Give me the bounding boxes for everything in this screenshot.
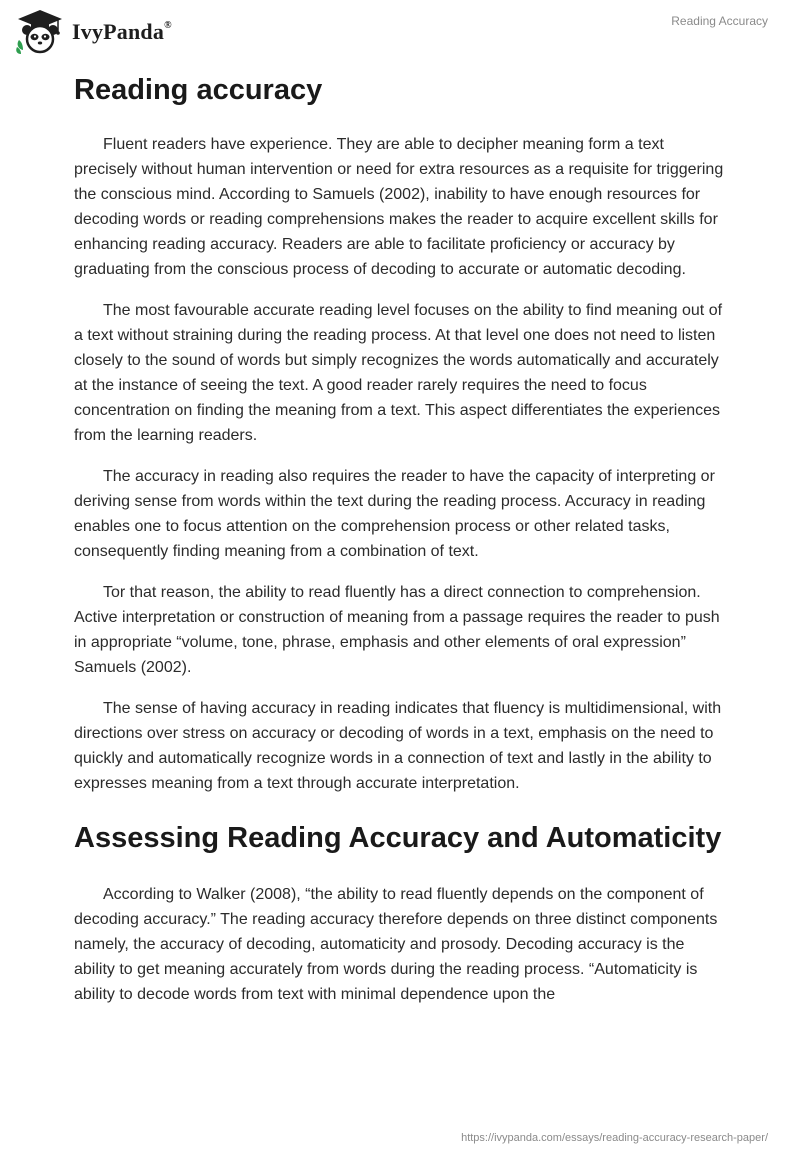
paragraph: Tor that reason, the ability to read fluently has a direct connection to comprehension. Active interpretation or construction of meaning from a passage requires the reader to push in appropriate “volume, tone, phrase, emphasis and other elements of oral expression” Samuels (2002). xyxy=(74,584,720,676)
source-url[interactable]: https://ivypanda.com/essays/reading-accuracy-research-paper/ xyxy=(461,1132,768,1144)
section-heading-assessing: Assessing Reading Accuracy and Automaticity xyxy=(74,822,722,854)
logo-wordmark: IvyPanda® xyxy=(72,19,172,44)
paragraph: The accuracy in reading also requires the reader to have the capacity of interpreting or deriving sense from words within the text during the reading process. Accuracy in reading enables one to focus attention on the comprehension process or other related tasks, consequently finding meaning from a combination of text. xyxy=(74,468,715,560)
panda-graduate-icon xyxy=(14,6,66,58)
document-title: Reading Accuracy xyxy=(671,14,768,28)
ivypanda-logo[interactable] xyxy=(14,6,172,58)
paragraph: Fluent readers have experience. They are able to decipher meaning form a text precisely without human intervention or need for extra resources as a requisite for triggering the conscious mind. According to Samuels (2002), inability to have enough resources for decoding words or reading comprehensions makes the reader to acquire excellent skills for enhancing reading accuracy. Readers are able to facilitate proficiency or accuracy by graduating from the conscious process of decoding to accurate or automatic decoding. xyxy=(74,136,724,278)
paragraph: The most favourable accurate reading level focuses on the ability to find meaning out of a text without straining during the reading process. At that level one does not need to listen closely to the sound of words but simply recognizes the words automatically and accurately at the instance of seeing the text. A good reader rarely requires the need to focus concentration on finding the meaning from a text. This aspect differentiates the experiences from the learning readers. xyxy=(74,302,723,444)
paragraph: The sense of having accuracy in reading indicates that fluency is multidimensional, with directions over stress on accuracy or decoding of words in a text, emphasis on the need to quickly and automatically recognize words in a connection of text and lastly in the ability to expresses meaning from a text through accurate interpretation. xyxy=(74,700,722,792)
paragraph: According to Walker (2008), “the ability to read fluently depends on the component of decoding accuracy.” The reading accuracy therefore depends on three distinct components namely, the accuracy of decoding, automaticity and prosody. Decoding accuracy is the ability to get meaning accurately from words during the reading process. “Automaticity is ability to decode words from text with minimal dependence upon the xyxy=(74,886,718,1003)
section-heading-reading-accuracy: Reading accuracy xyxy=(74,74,323,106)
article-body xyxy=(74,70,724,1023)
page-header xyxy=(0,0,800,62)
